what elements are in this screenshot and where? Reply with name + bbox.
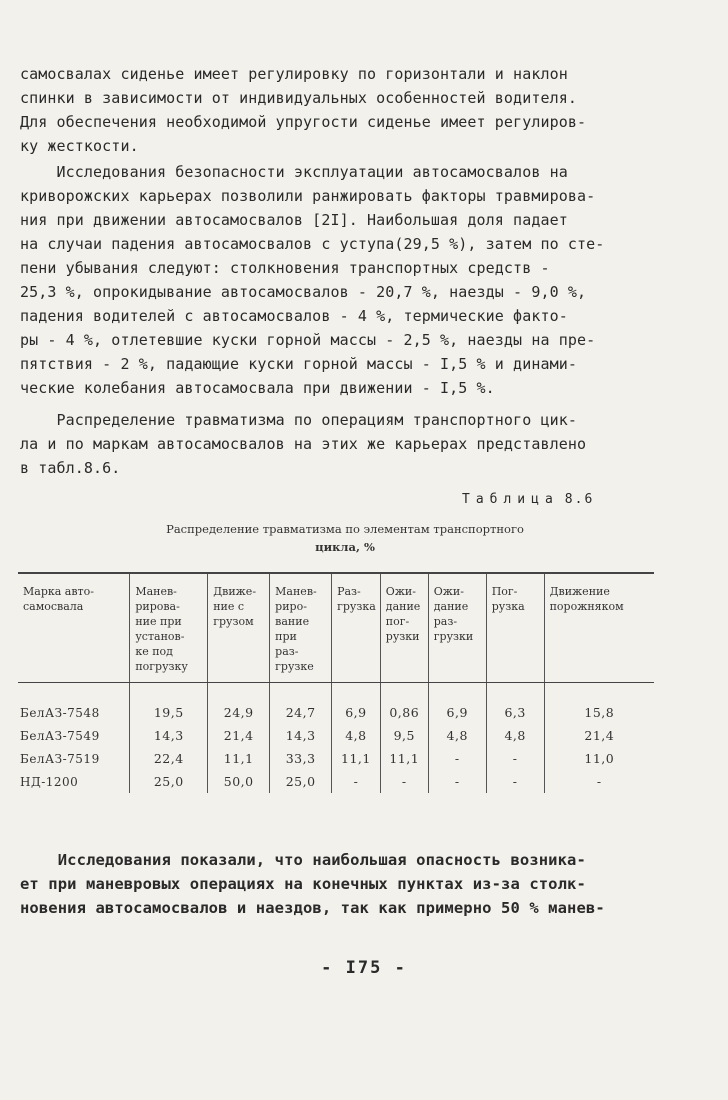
table-row (18, 747, 654, 770)
truck-model-cell: БелАЗ-7549 (20, 728, 100, 743)
value-cell: 9,5 (380, 724, 428, 747)
text-line: спинки в зависимости от индивидуальных особенностей водителя. (20, 89, 577, 107)
text-line: Исследования безопасности эксплуатации автосамосвалов на (20, 163, 568, 181)
table-header-row (18, 573, 654, 683)
spacer-cell (544, 683, 654, 702)
text-line: на случаи падения автосамосвалов с уступа(29,5 %), затем по сте- (20, 235, 605, 253)
text-line: Исследования показали, что наибольшая опасность возника- (20, 851, 586, 869)
text-line: Для обеспечения необходимой упругости сиденье имеет регулиров- (20, 113, 587, 131)
column-header: Раз- грузка (332, 573, 381, 683)
spacer-cell (18, 683, 130, 702)
table-row (18, 770, 654, 793)
table-row (18, 701, 654, 724)
text-line: пятствия - 2 %, падающие куски горной массы - I,5 % и динами- (20, 355, 577, 373)
value-cell: 21,4 (544, 724, 654, 747)
table-label-word: Таблица (462, 492, 559, 507)
text-line: в табл.8.6. (20, 459, 121, 477)
spacer-cell (270, 683, 332, 702)
value-cell: - (486, 747, 544, 770)
column-header: Манев- риро- вание при раз- грузке (270, 573, 332, 683)
text-line: пени убывания следуют: столкновения транспортных средств - (20, 259, 550, 277)
text-line: самосвалах сиденье имеет регулировку по горизонтали и наклон (20, 65, 568, 83)
column-header: Движе- ние с грузом (208, 573, 270, 683)
spacer-cell (208, 683, 270, 702)
paragraph-1 (20, 62, 660, 158)
value-cell: 24,9 (208, 701, 270, 724)
value-cell: 4,8 (428, 724, 486, 747)
page-number: - I75 - (321, 958, 407, 978)
spacer-cell (486, 683, 544, 702)
paragraph-3 (20, 408, 660, 480)
text-line: ческие колебания автосамосвала при движении - I,5 %. (20, 379, 495, 397)
truck-model-cell: БелАЗ-7548 (20, 705, 100, 720)
value-cell: 6,9 (428, 701, 486, 724)
value-cell: 11,1 (208, 747, 270, 770)
value-cell: 14,3 (130, 724, 208, 747)
spacer-cell (130, 683, 208, 702)
table-caption-line-1: Распределение травматизма по элементам транспортного (166, 522, 524, 536)
value-cell: - (486, 770, 544, 793)
column-header: Ожи- дание пог- рузки (380, 573, 428, 683)
value-cell: 24,7 (270, 701, 332, 724)
truck-model-cell: БелАЗ-7519 (20, 751, 100, 766)
value-cell: 14,3 (270, 724, 332, 747)
paragraph-4 (20, 848, 660, 920)
text-line: ет при маневровых операциях на конечных пунктах из-за столк- (20, 875, 586, 893)
spacer-cell (332, 683, 381, 702)
value-cell: 4,8 (332, 724, 381, 747)
column-header: Манев- рирова- ние при установ- ке под погрузку (130, 573, 208, 683)
paragraph-2 (20, 160, 660, 400)
spacer-cell (428, 683, 486, 702)
table-row (18, 724, 654, 747)
value-cell: 25,0 (270, 770, 332, 793)
value-cell: 19,5 (130, 701, 208, 724)
table-label (462, 492, 594, 507)
value-cell: 11,1 (380, 747, 428, 770)
column-header: Марка авто- самосвала (18, 573, 130, 683)
text-line: ла и по маркам автосамосвалов на этих же карьерах представлено (20, 435, 587, 453)
value-cell: 11,0 (544, 747, 654, 770)
value-cell: - (428, 747, 486, 770)
column-header: Пог- рузка (486, 573, 544, 683)
value-cell: 6,3 (486, 701, 544, 724)
value-cell: - (544, 770, 654, 793)
spacer-row (18, 683, 654, 702)
truck-model-cell: НД-1200 (20, 774, 79, 789)
column-header: Ожи- дание раз- грузки (428, 573, 486, 683)
value-cell: 25,0 (130, 770, 208, 793)
value-cell: 15,8 (544, 701, 654, 724)
value-cell: 0,86 (380, 701, 428, 724)
text-line: 25,3 %, опрокидывание автосамосвалов - 20,7 %, наезды - 9,0 %, (20, 283, 587, 301)
text-line: новения автосамосвалов и наездов, так как примерно 50 % манев- (20, 899, 605, 917)
injury-distribution-table (18, 572, 654, 793)
table-number: 8.6 (564, 492, 595, 507)
value-cell: 6,9 (332, 701, 381, 724)
value-cell: - (428, 770, 486, 793)
value-cell: 50,0 (208, 770, 270, 793)
table-body (18, 683, 654, 794)
value-cell: 11,1 (332, 747, 381, 770)
text-line: Распределение травматизма по операциям транспортного цик- (20, 411, 577, 429)
value-cell: - (380, 770, 428, 793)
value-cell: 33,3 (270, 747, 332, 770)
text-line: ния при движении автосамосвалов [2I]. Наибольшая доля падает (20, 211, 568, 229)
value-cell: 4,8 (486, 724, 544, 747)
value-cell: 22,4 (130, 747, 208, 770)
column-header: Движение порожняком (544, 573, 654, 683)
spacer-cell (380, 683, 428, 702)
value-cell: 21,4 (208, 724, 270, 747)
text-line: ры - 4 %, отлетевшие куски горной массы - 2,5 %, наезды на пре- (20, 331, 596, 349)
text-line: падения водителей с автосамосвалов - 4 %, термические факто- (20, 307, 568, 325)
value-cell: - (332, 770, 381, 793)
text-line: ку жесткости. (20, 137, 139, 155)
table-caption (120, 520, 570, 556)
text-line: криворожских карьерах позволили ранжировать факторы травмирова- (20, 187, 596, 205)
table-caption-line-2: цикла, % (315, 540, 375, 554)
